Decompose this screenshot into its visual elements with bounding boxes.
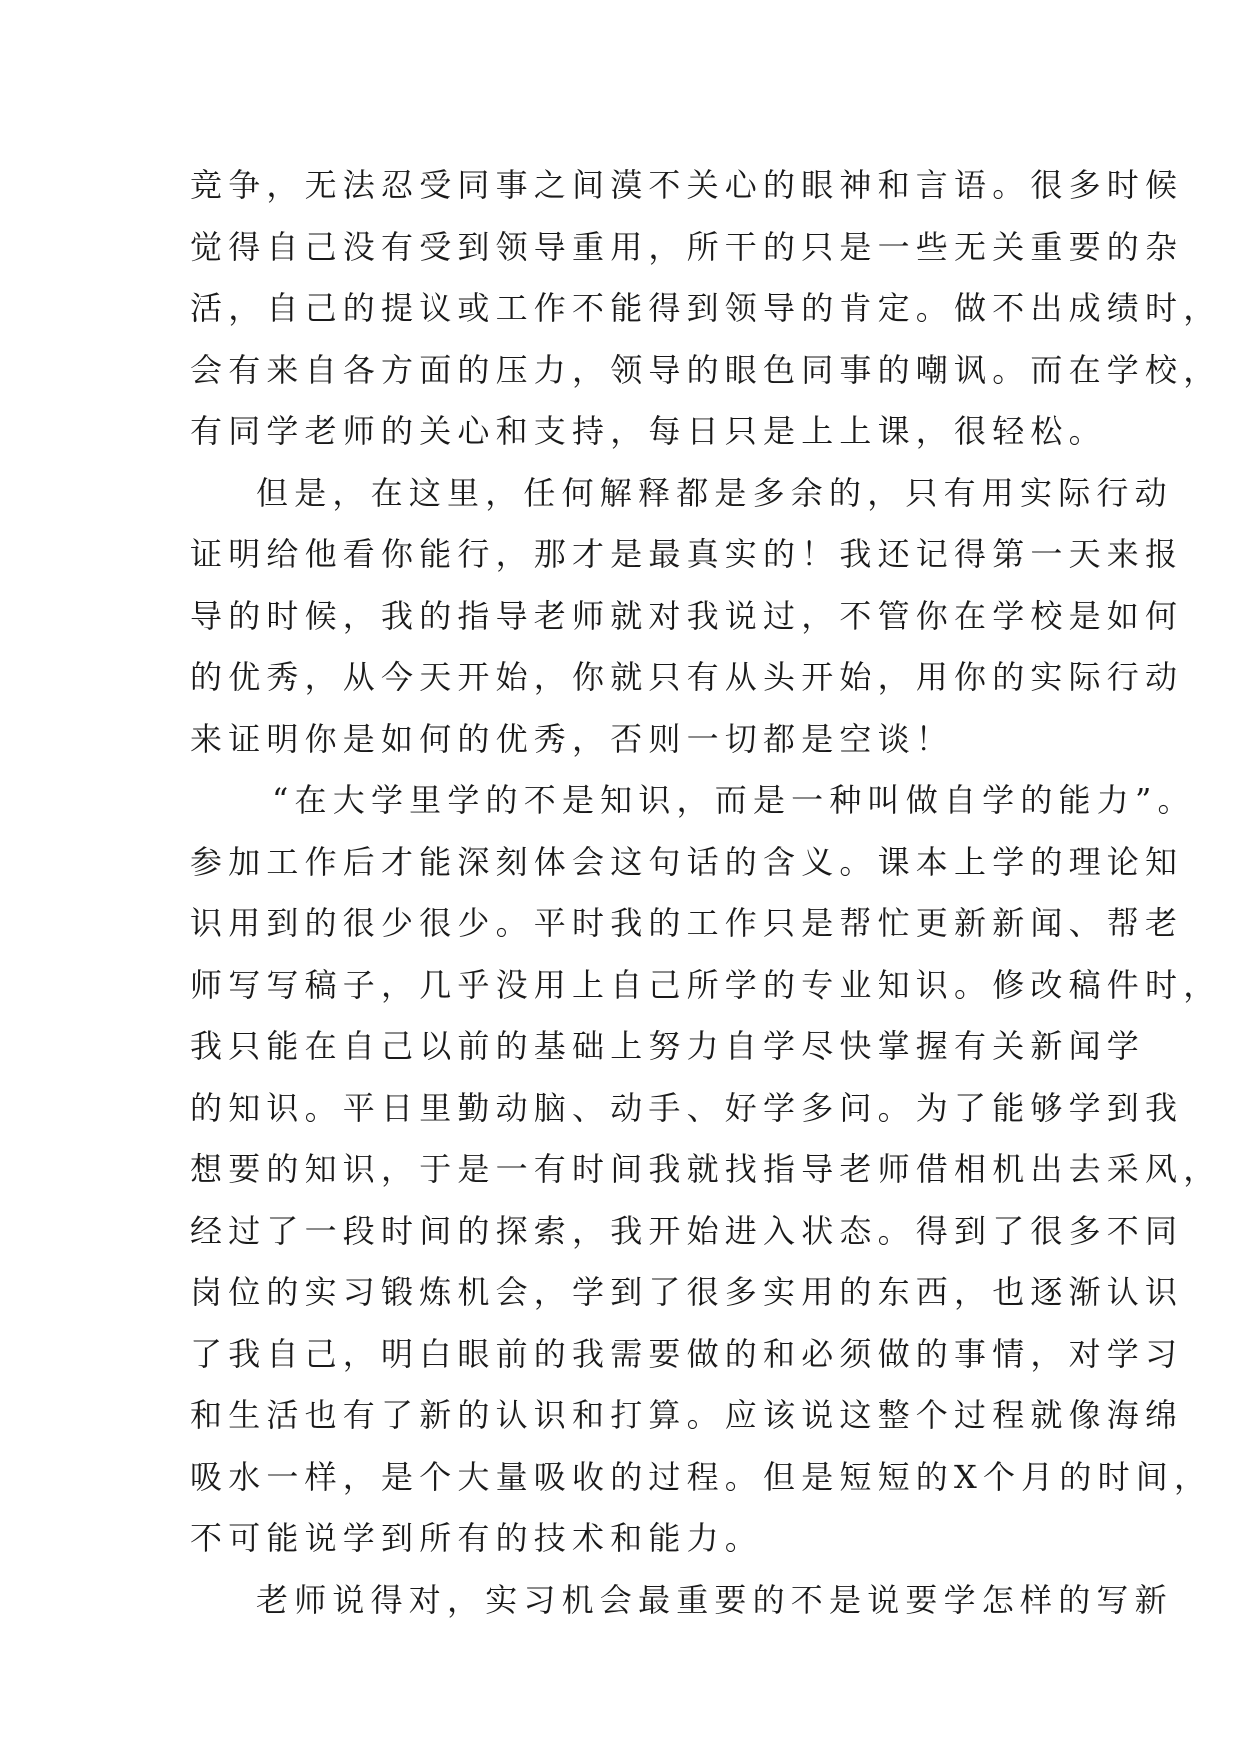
paragraph-start-line: 老师说得对，实习机会最重要的不是说要学怎样的写新 xyxy=(256,1580,1173,1619)
text-line: 参加工作后才能深刻体会这句话的含义。课本上学的理论知 xyxy=(190,842,1184,881)
text-line: 竞争，无法忍受同事之间漠不关心的眼神和言语。很多时候 xyxy=(190,166,1184,204)
text-line: 来证明你是如何的优秀，否则一切都是空谈！ xyxy=(190,719,955,758)
text-line: 识用到的很少很少。平时我的工作只是帮忙更新新闻、帮老 xyxy=(190,904,1184,942)
text-line: 师写写稿子，几乎没用上自己所学的专业知识。修改稿件时， xyxy=(190,965,1222,1004)
text-line: 我只能在自己以前的基础上努力自学尽快掌握有关新闻学 xyxy=(190,1027,1146,1065)
text-line: 的知识。平日里勤动脑、动手、好学多问。为了能够学到我 xyxy=(190,1088,1184,1127)
text-line: 了我自己，明白眼前的我需要做的和必须做的事情，对学习 xyxy=(190,1334,1184,1373)
text-line: 活，自己的提议或工作不能得到领导的肯定。做不出成绩时， xyxy=(190,289,1222,327)
text-line: 经过了一段时间的探索，我开始进入状态。得到了很多不同 xyxy=(190,1211,1184,1250)
paragraph-start-line: 但是，在这里，任何解释都是多余的，只有用实际行动 xyxy=(256,473,1173,512)
text-line: 有同学老师的关心和支持，每日只是上上课，很轻松。 xyxy=(190,412,1107,450)
text-line: 和生活也有了新的认识和打算。应该说这整个过程就像海绵 xyxy=(190,1396,1184,1434)
paragraph-start-line: “在大学里学的不是知识，而是一种叫做自学的能力”。 xyxy=(272,781,1196,819)
text-line: 证明给他看你能行，那才是最真实的！我还记得第一天来报 xyxy=(190,535,1184,573)
text-line: 想要的知识，于是一有时间我就找指导老师借相机出去采风， xyxy=(190,1150,1222,1188)
text-line: 不可能说学到所有的技术和能力。 xyxy=(190,1519,764,1557)
text-line: 会有来自各方面的压力，领导的眼色同事的嘲讽。而在学校， xyxy=(190,350,1222,389)
text-line: 导的时候，我的指导老师就对我说过，不管你在学校是如何 xyxy=(190,596,1184,635)
text-line: 的优秀，从今天开始，你就只有从头开始，用你的实际行动 xyxy=(190,658,1184,696)
text-line: 觉得自己没有受到领导重用，所干的只是一些无关重要的杂 xyxy=(190,227,1184,266)
body-text xyxy=(190,155,1222,1631)
text-line: 岗位的实习锻炼机会，学到了很多实用的东西，也逐渐认识 xyxy=(190,1273,1184,1311)
text-line: 吸水一样，是个大量吸收的过程。但是短短的X个月的时间， xyxy=(190,1457,1213,1496)
